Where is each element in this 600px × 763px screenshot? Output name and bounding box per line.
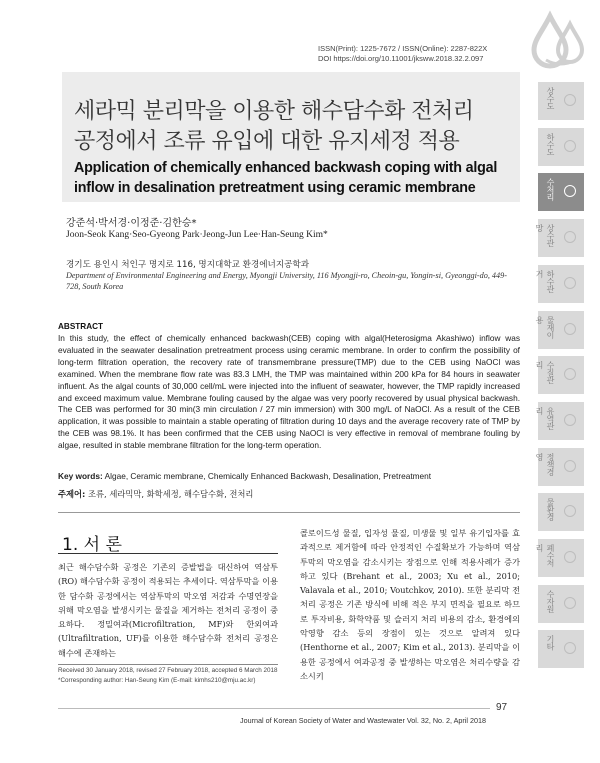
abstract-heading: ABSTRACT [58,322,104,331]
side-tab-2[interactable] [538,173,584,211]
side-tab-label: 상수관망 [535,224,555,247]
side-tab-label: 폐수처리 [535,544,555,567]
title-english-line2: inflow in desalination pretreatment using ceramic membrane [74,180,476,196]
side-tab-7[interactable] [535,402,584,440]
side-tab-label: 물환경 [546,498,555,521]
circle-icon [564,277,576,289]
side-tab-label: 수처리 [546,178,555,201]
abstract-body: In this study, the effect of chemically enhanced backwash(CEB) coping with algal(Heterosigma Akashiwo) inflow was evaluated in the seawater desalination pretreatment process using ceramic membrane. In order to confirm the possibility of long-term filtration operation, the recovery rate of transmembrane pressure(TMP) due to the CEB using NaOCl was examined. When the membrane flow rate was 83.3 LMH, the TMP was maintained within 200 kPa for 84 hours in seawater influent. As the algal counts of 30,000 cell/mL were injected into the influent of seawater, however, the TMP rapidly increased and exceed maximum value. Membrane fouling caused by the algae was very poorly recovered by usual physical backwash. The CEB was performed for 30 min(3 min circulation / 27 min immersion) with 300 mg/L of NaOCl. As a result of the CEB application, it was possible to maintain a stable operating of filtration during 10 days and the average recovery rate of TMP by the CEB was 98.1%. It has been confirmed that the CEB using NaOCl is very effective in removal of membrane fouling by algae, resulted in stable membrane filtration for the long-term operation. [58,333,520,451]
circle-icon [564,642,576,654]
side-tab-12[interactable] [538,630,584,668]
side-tab-label: 물재이용 [535,316,555,339]
side-section-tabs [535,82,584,677]
keywords-english [58,471,520,481]
side-tab-label: 정책경영 [535,453,555,476]
side-tab-10[interactable] [535,539,584,577]
side-tab-3[interactable] [535,219,584,257]
side-tab-9[interactable] [538,493,584,531]
footnote-received: Received 30 January 2018, revised 27 February 2018, accepted 6 March 2018 [58,667,278,674]
water-drop-logo-icon [528,10,592,68]
side-tab-label: 하수도 [546,133,555,156]
keywords-korean [58,488,520,500]
side-tab-label: 기타 [546,635,555,650]
intro-left-column: 최근 해수담수화 공정은 기존의 증발법을 대신하여 역삼투(RO) 해수담수화 공정이 적용되는 추세이다. 역삼투막을 이용한 담수화 공정에서는 역삼투막의 막오염 저감과 수명연장을 위해 막오염을 발생시키는 물질을 제거하는 전처리 공정이 중요하다. 정밀여과(Microfiltration, MF)와 한외여과(Ultrafiltration, UF)를 이용한 해수담수화 전처리 공정은 해수에 존재하는 [58,562,278,658]
side-tab-4[interactable] [535,265,584,303]
side-tab-label: 상수도 [546,87,555,110]
circle-icon [564,551,576,563]
keywords-english-label: Key words: [58,471,103,481]
title-korean-line2: 공정에서 조류 유입에 대한 유지세정 적용 [74,129,460,154]
circle-icon [564,323,576,335]
circle-icon [564,368,576,380]
side-tab-1[interactable] [538,128,584,166]
footnote-corresponding-author: *Corresponding author: Han-Seung Kim (E-mail: kimhs210@mju.ac.kr) [58,677,256,684]
circle-icon [564,231,576,243]
issn-text: ISSN(Print): 1225-7672 / ISSN(Online): 2287-822X [318,44,488,53]
circle-icon [564,94,576,106]
footer-rule [58,708,490,709]
circle-icon [564,414,576,426]
title-korean-line1: 세라믹 분리막을 이용한 해수담수화 전처리 [74,99,474,124]
keywords-english-text: Algae, Ceramic membrane, Chemically Enhanced Backwash, Desalination, Pretreatment [104,471,432,481]
circle-icon [564,185,576,197]
affiliation-korean: 경기도 용인시 처인구 명지로 116, 명지대학교 환경에너지공학과 [66,260,310,270]
doi-link[interactable]: DOI https://doi.org/10.11001/jksww.2018.32.2.097 [318,54,484,63]
section-divider [58,512,520,513]
side-tab-label: 하수관거 [535,270,555,293]
footer-journal-citation: Journal of Korean Society of Water and Wastewater Vol. 32, No. 2, April 2018 [240,716,486,725]
circle-icon [564,505,576,517]
circle-icon [564,597,576,609]
side-tab-label: 수질관리 [535,361,555,384]
intro-heading-rule [58,553,278,554]
authors-korean: 강준석·박서경·이정준·김한승* [66,218,197,229]
side-tab-6[interactable] [535,356,584,394]
side-tab-label: 수자원 [546,590,555,613]
side-tab-11[interactable] [538,585,584,623]
intro-heading: 1. 서 론 [62,535,122,555]
footnote-rule [58,664,278,665]
keywords-korean-label: 주제어: [58,489,86,499]
page-number: 97 [496,702,508,713]
circle-icon [564,460,576,472]
side-tab-8[interactable] [535,448,584,486]
intro-right-column: 콜로이드성 물질, 입자성 물질, 미생물 및 일부 유기입자를 효과적으로 제거함에 따라 안정적인 수질확보가 가능하며 역삼투막의 막오염을 감소시키는 장점으로 인해 적용사례가 증가하고 있다 (Brehant et al., 2003; Xu et al., 2010; Valavala et al., 2010; Voutchkov, 2010). 또한 분리막 전처리 공정은 기존 방식에 비해 적은 부지 면적을 필요로 하므로 투자비용, 화학약품 및 슬러지 처리 비용의 감소, 환경에의 악영향 감소 등의 장점이 있는 것으로 알려져 있다 (Henthorne et al., 2007; Kim et al., 2013). 분리막을 이용한 공정에서 여과공정 중 발생하는 막오염은 처리수량을 감소시키 [300,528,520,681]
authors-english: Joon-Seok Kang·Seo-Gyeong Park·Jeong-Jun Lee·Han-Seung Kim* [66,230,328,240]
keywords-korean-text: 조류, 세라믹막, 화학세정, 해수담수화, 전처리 [88,489,254,499]
side-tab-label: 유역관리 [535,407,555,430]
side-tab-5[interactable] [535,311,584,349]
circle-icon [564,140,576,152]
title-english-line1: Application of chemically enhanced backwash coping with algal [74,160,498,176]
affiliation-english: Department of Environmental Engineering and Energy, Myongji University, 116 Myongji-ro, Cheoin-gu, Yongin-si, Gyeonggi-do, 449-728, South Korea [66,271,507,291]
side-tab-0[interactable] [538,82,584,120]
